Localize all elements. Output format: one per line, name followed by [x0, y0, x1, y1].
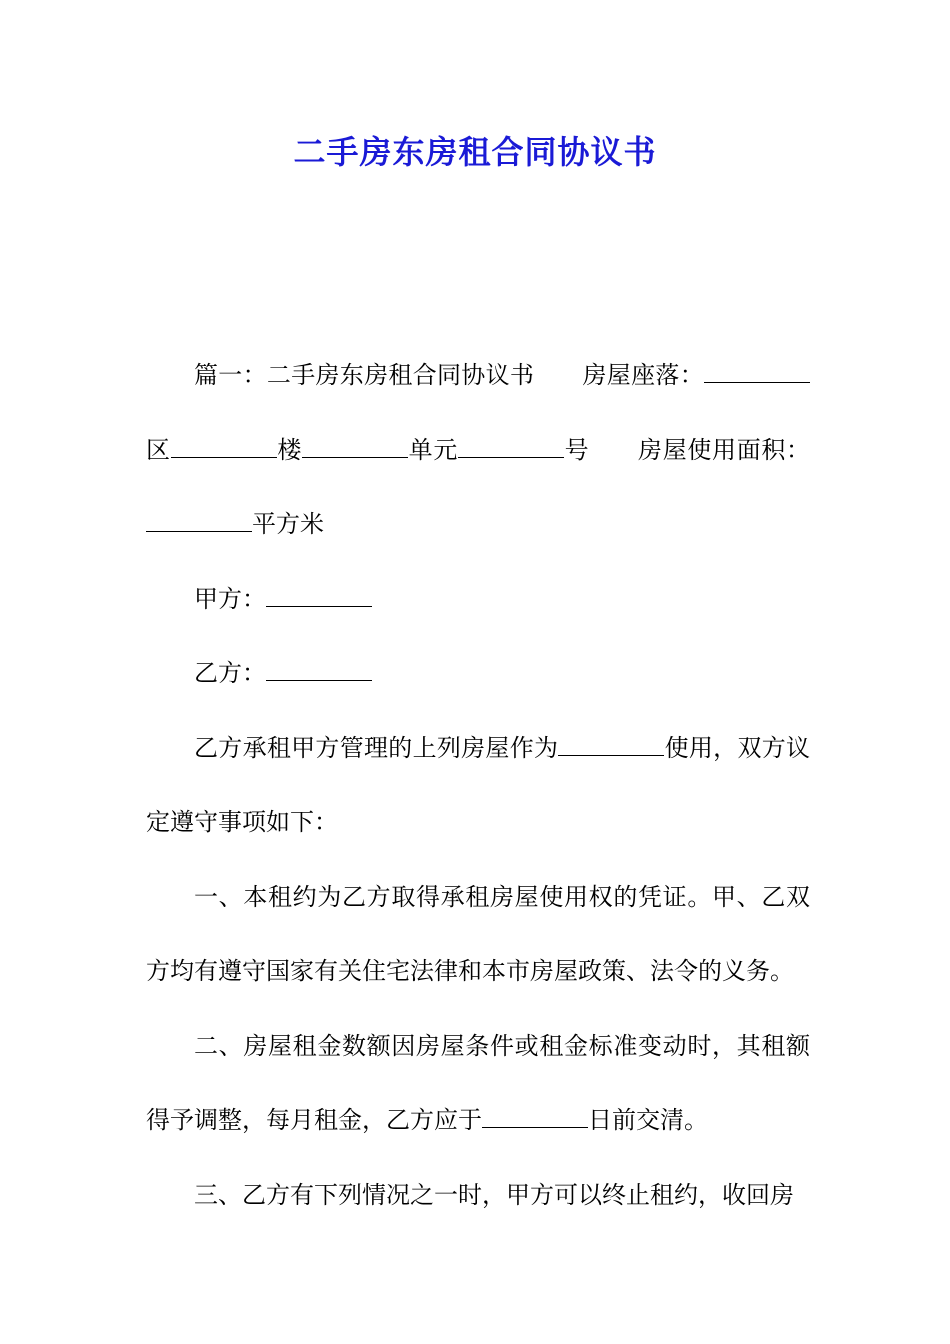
purpose-blank	[558, 735, 664, 756]
building-blank	[302, 437, 408, 458]
purpose-after: 使用，双方议定遵守事项如下：	[146, 733, 811, 836]
area-unit: 平方米	[252, 510, 324, 538]
party-a-line	[146, 562, 810, 637]
party-a-blank	[266, 586, 372, 607]
document-body	[146, 338, 810, 1232]
clause-2	[146, 1009, 810, 1158]
purpose-paragraph	[146, 711, 810, 860]
location-blank	[704, 362, 810, 383]
clause-3: 三、乙方有下列情况之一时，甲方可以终止租约，收回房	[194, 1180, 794, 1209]
party-a-label: 甲方：	[194, 584, 266, 613]
party-b-blank	[266, 660, 372, 681]
area-blank	[146, 511, 252, 532]
intro-heading: 篇一：二手房东房租合同协议书	[194, 361, 535, 389]
district-label: 区	[146, 435, 171, 464]
clause-2-after: 日前交清。	[588, 1106, 708, 1134]
area-label: 房屋使用面积：	[637, 435, 811, 464]
unit-blank	[458, 437, 564, 458]
purpose-before: 乙方承租甲方管理的上列房屋作为	[194, 733, 559, 762]
building-label: 楼	[276, 435, 303, 464]
district-blank	[171, 437, 277, 458]
intro-paragraph	[146, 338, 810, 562]
number-label: 号	[564, 435, 590, 464]
party-b-line	[146, 636, 810, 711]
clause-1: 一、本租约为乙方取得承租房屋使用权的凭证。甲、乙双方均有遵守国家有关住宅法律和本市房屋政策、法令的义务。	[146, 882, 810, 985]
rent-date-blank	[482, 1107, 588, 1128]
unit-label: 单元	[408, 435, 459, 464]
party-b-label: 乙方：	[194, 659, 266, 687]
document-title: 二手房东房租合同协议书	[293, 133, 657, 171]
location-label: 房屋座落：	[582, 361, 705, 389]
clause-2-before: 二、房屋租金数额因房屋条件或租金标准变动时，其租额得予调整，每月租金，乙方应于	[146, 1031, 810, 1134]
